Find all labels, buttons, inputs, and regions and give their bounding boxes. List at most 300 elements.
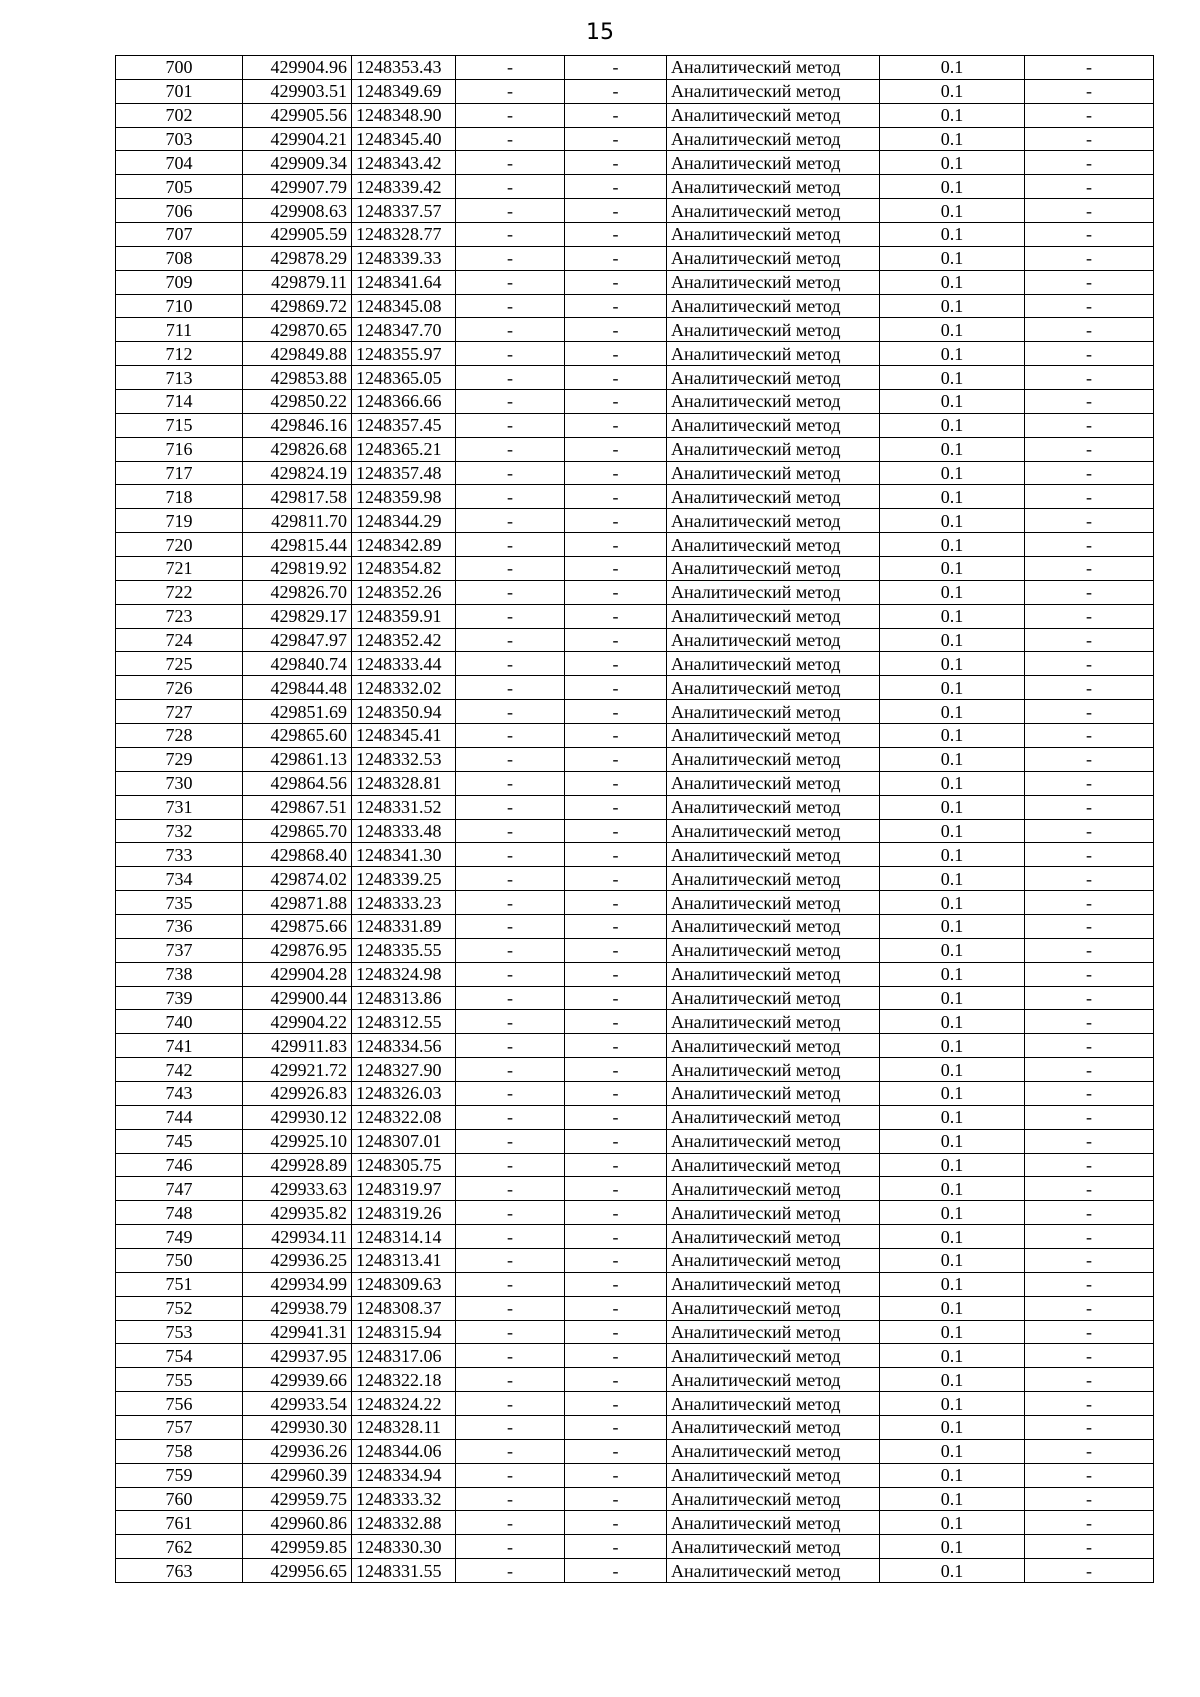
empty-value-cell: - <box>565 1320 667 1344</box>
accuracy-cell: 0.1 <box>880 342 1025 366</box>
empty-value-cell: - <box>565 437 667 461</box>
accuracy-cell: 0.1 <box>880 175 1025 199</box>
table-row <box>116 1463 1154 1487</box>
x-coordinate-cell: 429868.40 <box>243 843 352 867</box>
empty-value-cell: - <box>565 151 667 175</box>
point-number-cell: 760 <box>116 1487 243 1511</box>
empty-value-cell: - <box>565 1487 667 1511</box>
empty-value-cell: - <box>1025 461 1154 485</box>
table-row <box>116 819 1154 843</box>
point-number-cell: 714 <box>116 390 243 414</box>
x-coordinate-cell: 429937.95 <box>243 1344 352 1368</box>
accuracy-cell: 0.1 <box>880 1511 1025 1535</box>
empty-value-cell: - <box>456 342 565 366</box>
y-coordinate-cell: 1248333.44 <box>352 652 456 676</box>
y-coordinate-cell: 1248322.18 <box>352 1368 456 1392</box>
method-cell: Аналитический метод <box>667 390 880 414</box>
x-coordinate-cell: 429907.79 <box>243 175 352 199</box>
x-coordinate-cell: 429826.68 <box>243 437 352 461</box>
table-row <box>116 1535 1154 1559</box>
point-number-cell: 755 <box>116 1368 243 1392</box>
empty-value-cell: - <box>456 1320 565 1344</box>
y-coordinate-cell: 1248352.42 <box>352 628 456 652</box>
method-cell: Аналитический метод <box>667 580 880 604</box>
y-coordinate-cell: 1248339.33 <box>352 246 456 270</box>
empty-value-cell: - <box>1025 819 1154 843</box>
x-coordinate-cell: 429871.88 <box>243 891 352 915</box>
empty-value-cell: - <box>1025 1153 1154 1177</box>
y-coordinate-cell: 1248319.97 <box>352 1177 456 1201</box>
empty-value-cell: - <box>1025 223 1154 247</box>
x-coordinate-cell: 429935.82 <box>243 1201 352 1225</box>
accuracy-cell: 0.1 <box>880 1296 1025 1320</box>
x-coordinate-cell: 429853.88 <box>243 366 352 390</box>
table-row <box>116 318 1154 342</box>
table-row <box>116 962 1154 986</box>
table-row <box>116 557 1154 581</box>
table-row <box>116 1320 1154 1344</box>
empty-value-cell: - <box>1025 843 1154 867</box>
point-number-cell: 723 <box>116 604 243 628</box>
table-row <box>116 1010 1154 1034</box>
point-number-cell: 754 <box>116 1344 243 1368</box>
empty-value-cell: - <box>565 557 667 581</box>
table-row <box>116 1248 1154 1272</box>
empty-value-cell: - <box>565 700 667 724</box>
method-cell: Аналитический метод <box>667 867 880 891</box>
accuracy-cell: 0.1 <box>880 771 1025 795</box>
empty-value-cell: - <box>456 509 565 533</box>
x-coordinate-cell: 429865.60 <box>243 724 352 748</box>
y-coordinate-cell: 1248314.14 <box>352 1225 456 1249</box>
point-number-cell: 709 <box>116 270 243 294</box>
empty-value-cell: - <box>456 986 565 1010</box>
accuracy-cell: 0.1 <box>880 700 1025 724</box>
accuracy-cell: 0.1 <box>880 79 1025 103</box>
point-number-cell: 703 <box>116 127 243 151</box>
y-coordinate-cell: 1248339.25 <box>352 867 456 891</box>
method-cell: Аналитический метод <box>667 151 880 175</box>
empty-value-cell: - <box>456 318 565 342</box>
table-row <box>116 246 1154 270</box>
x-coordinate-cell: 429909.34 <box>243 151 352 175</box>
x-coordinate-cell: 429905.56 <box>243 103 352 127</box>
point-number-cell: 739 <box>116 986 243 1010</box>
empty-value-cell: - <box>565 628 667 652</box>
y-coordinate-cell: 1248331.52 <box>352 795 456 819</box>
table-row <box>116 1034 1154 1058</box>
y-coordinate-cell: 1248365.21 <box>352 437 456 461</box>
empty-value-cell: - <box>456 676 565 700</box>
empty-value-cell: - <box>565 1559 667 1583</box>
method-cell: Аналитический метод <box>667 962 880 986</box>
table-row <box>116 1415 1154 1439</box>
empty-value-cell: - <box>1025 1034 1154 1058</box>
empty-value-cell: - <box>456 103 565 127</box>
method-cell: Аналитический метод <box>667 509 880 533</box>
y-coordinate-cell: 1248305.75 <box>352 1153 456 1177</box>
x-coordinate-cell: 429904.21 <box>243 127 352 151</box>
table-row <box>116 914 1154 938</box>
empty-value-cell: - <box>456 891 565 915</box>
method-cell: Аналитический метод <box>667 1344 880 1368</box>
method-cell: Аналитический метод <box>667 413 880 437</box>
empty-value-cell: - <box>565 1129 667 1153</box>
x-coordinate-cell: 429960.86 <box>243 1511 352 1535</box>
empty-value-cell: - <box>1025 1559 1154 1583</box>
accuracy-cell: 0.1 <box>880 485 1025 509</box>
empty-value-cell: - <box>1025 1201 1154 1225</box>
empty-value-cell: - <box>456 461 565 485</box>
table-row <box>116 390 1154 414</box>
empty-value-cell: - <box>456 1081 565 1105</box>
empty-value-cell: - <box>565 580 667 604</box>
empty-value-cell: - <box>1025 1177 1154 1201</box>
point-number-cell: 746 <box>116 1153 243 1177</box>
x-coordinate-cell: 429930.12 <box>243 1105 352 1129</box>
method-cell: Аналитический метод <box>667 1010 880 1034</box>
accuracy-cell: 0.1 <box>880 843 1025 867</box>
empty-value-cell: - <box>565 294 667 318</box>
y-coordinate-cell: 1248348.90 <box>352 103 456 127</box>
empty-value-cell: - <box>1025 79 1154 103</box>
empty-value-cell: - <box>565 270 667 294</box>
empty-value-cell: - <box>1025 294 1154 318</box>
y-coordinate-cell: 1248357.45 <box>352 413 456 437</box>
accuracy-cell: 0.1 <box>880 1415 1025 1439</box>
accuracy-cell: 0.1 <box>880 1105 1025 1129</box>
empty-value-cell: - <box>456 1010 565 1034</box>
method-cell: Аналитический метод <box>667 1034 880 1058</box>
accuracy-cell: 0.1 <box>880 676 1025 700</box>
empty-value-cell: - <box>456 1296 565 1320</box>
y-coordinate-cell: 1248307.01 <box>352 1129 456 1153</box>
table-body <box>116 56 1154 1583</box>
y-coordinate-cell: 1248333.48 <box>352 819 456 843</box>
table-row <box>116 437 1154 461</box>
accuracy-cell: 0.1 <box>880 151 1025 175</box>
y-coordinate-cell: 1248353.43 <box>352 56 456 80</box>
point-number-cell: 735 <box>116 891 243 915</box>
empty-value-cell: - <box>1025 437 1154 461</box>
accuracy-cell: 0.1 <box>880 318 1025 342</box>
empty-value-cell: - <box>1025 1296 1154 1320</box>
accuracy-cell: 0.1 <box>880 103 1025 127</box>
table-row <box>116 79 1154 103</box>
table-row <box>116 294 1154 318</box>
empty-value-cell: - <box>565 1248 667 1272</box>
empty-value-cell: - <box>456 1225 565 1249</box>
page-number: 15 <box>586 20 614 45</box>
table-row <box>116 1296 1154 1320</box>
method-cell: Аналитический метод <box>667 1058 880 1082</box>
empty-value-cell: - <box>565 1105 667 1129</box>
x-coordinate-cell: 429826.70 <box>243 580 352 604</box>
x-coordinate-cell: 429908.63 <box>243 199 352 223</box>
point-number-cell: 752 <box>116 1296 243 1320</box>
method-cell: Аналитический метод <box>667 127 880 151</box>
empty-value-cell: - <box>456 1129 565 1153</box>
x-coordinate-cell: 429840.74 <box>243 652 352 676</box>
x-coordinate-cell: 429849.88 <box>243 342 352 366</box>
table-row <box>116 1129 1154 1153</box>
table-row <box>116 127 1154 151</box>
y-coordinate-cell: 1248331.89 <box>352 914 456 938</box>
empty-value-cell: - <box>565 1034 667 1058</box>
empty-value-cell: - <box>565 175 667 199</box>
point-number-cell: 710 <box>116 294 243 318</box>
x-coordinate-cell: 429939.66 <box>243 1368 352 1392</box>
empty-value-cell: - <box>1025 1392 1154 1416</box>
method-cell: Аналитический метод <box>667 1487 880 1511</box>
empty-value-cell: - <box>565 1225 667 1249</box>
accuracy-cell: 0.1 <box>880 199 1025 223</box>
empty-value-cell: - <box>1025 676 1154 700</box>
accuracy-cell: 0.1 <box>880 1320 1025 1344</box>
empty-value-cell: - <box>565 366 667 390</box>
point-number-cell: 727 <box>116 700 243 724</box>
empty-value-cell: - <box>456 557 565 581</box>
empty-value-cell: - <box>456 390 565 414</box>
x-coordinate-cell: 429936.26 <box>243 1439 352 1463</box>
table-row <box>116 413 1154 437</box>
empty-value-cell: - <box>565 1177 667 1201</box>
method-cell: Аналитический метод <box>667 1439 880 1463</box>
y-coordinate-cell: 1248334.94 <box>352 1463 456 1487</box>
y-coordinate-cell: 1248352.26 <box>352 580 456 604</box>
point-number-cell: 722 <box>116 580 243 604</box>
empty-value-cell: - <box>565 1296 667 1320</box>
accuracy-cell: 0.1 <box>880 223 1025 247</box>
table-row <box>116 1511 1154 1535</box>
method-cell: Аналитический метод <box>667 1320 880 1344</box>
accuracy-cell: 0.1 <box>880 366 1025 390</box>
x-coordinate-cell: 429905.59 <box>243 223 352 247</box>
empty-value-cell: - <box>456 175 565 199</box>
table-row <box>116 366 1154 390</box>
x-coordinate-cell: 429847.97 <box>243 628 352 652</box>
method-cell: Аналитический метод <box>667 1559 880 1583</box>
y-coordinate-cell: 1248328.11 <box>352 1415 456 1439</box>
table-row <box>116 676 1154 700</box>
y-coordinate-cell: 1248309.63 <box>352 1272 456 1296</box>
method-cell: Аналитический метод <box>667 270 880 294</box>
empty-value-cell: - <box>1025 342 1154 366</box>
table-row <box>116 1081 1154 1105</box>
empty-value-cell: - <box>565 771 667 795</box>
accuracy-cell: 0.1 <box>880 1153 1025 1177</box>
point-number-cell: 742 <box>116 1058 243 1082</box>
x-coordinate-cell: 429926.83 <box>243 1081 352 1105</box>
table-row <box>116 485 1154 509</box>
empty-value-cell: - <box>456 1034 565 1058</box>
table-row <box>116 461 1154 485</box>
method-cell: Аналитический метод <box>667 938 880 962</box>
method-cell: Аналитический метод <box>667 819 880 843</box>
table-row <box>116 700 1154 724</box>
point-number-cell: 728 <box>116 724 243 748</box>
point-number-cell: 715 <box>116 413 243 437</box>
empty-value-cell: - <box>456 1105 565 1129</box>
table-row <box>116 1559 1154 1583</box>
empty-value-cell: - <box>1025 914 1154 938</box>
empty-value-cell: - <box>456 1439 565 1463</box>
point-number-cell: 711 <box>116 318 243 342</box>
empty-value-cell: - <box>1025 1511 1154 1535</box>
point-number-cell: 737 <box>116 938 243 962</box>
method-cell: Аналитический метод <box>667 1511 880 1535</box>
method-cell: Аналитический метод <box>667 1201 880 1225</box>
x-coordinate-cell: 429904.28 <box>243 962 352 986</box>
accuracy-cell: 0.1 <box>880 1081 1025 1105</box>
x-coordinate-cell: 429815.44 <box>243 533 352 557</box>
method-cell: Аналитический метод <box>667 557 880 581</box>
empty-value-cell: - <box>565 1392 667 1416</box>
table-row <box>116 199 1154 223</box>
table-row <box>116 1201 1154 1225</box>
x-coordinate-cell: 429878.29 <box>243 246 352 270</box>
x-coordinate-cell: 429864.56 <box>243 771 352 795</box>
empty-value-cell: - <box>1025 1248 1154 1272</box>
point-number-cell: 758 <box>116 1439 243 1463</box>
empty-value-cell: - <box>456 747 565 771</box>
point-number-cell: 729 <box>116 747 243 771</box>
accuracy-cell: 0.1 <box>880 1177 1025 1201</box>
accuracy-cell: 0.1 <box>880 1225 1025 1249</box>
empty-value-cell: - <box>565 914 667 938</box>
y-coordinate-cell: 1248319.26 <box>352 1201 456 1225</box>
empty-value-cell: - <box>565 724 667 748</box>
method-cell: Аналитический метод <box>667 1129 880 1153</box>
empty-value-cell: - <box>456 938 565 962</box>
empty-value-cell: - <box>565 103 667 127</box>
empty-value-cell: - <box>1025 628 1154 652</box>
empty-value-cell: - <box>1025 1058 1154 1082</box>
empty-value-cell: - <box>456 1248 565 1272</box>
empty-value-cell: - <box>456 533 565 557</box>
table-row <box>116 843 1154 867</box>
point-number-cell: 734 <box>116 867 243 891</box>
empty-value-cell: - <box>456 127 565 151</box>
method-cell: Аналитический метод <box>667 652 880 676</box>
point-number-cell: 749 <box>116 1225 243 1249</box>
empty-value-cell: - <box>456 151 565 175</box>
point-number-cell: 748 <box>116 1201 243 1225</box>
empty-value-cell: - <box>1025 485 1154 509</box>
accuracy-cell: 0.1 <box>880 1344 1025 1368</box>
accuracy-cell: 0.1 <box>880 1010 1025 1034</box>
empty-value-cell: - <box>456 246 565 270</box>
empty-value-cell: - <box>1025 1439 1154 1463</box>
method-cell: Аналитический метод <box>667 1463 880 1487</box>
accuracy-cell: 0.1 <box>880 724 1025 748</box>
method-cell: Аналитический метод <box>667 318 880 342</box>
x-coordinate-cell: 429928.89 <box>243 1153 352 1177</box>
table-row <box>116 938 1154 962</box>
empty-value-cell: - <box>1025 318 1154 342</box>
table-row <box>116 891 1154 915</box>
empty-value-cell: - <box>1025 56 1154 80</box>
y-coordinate-cell: 1248308.37 <box>352 1296 456 1320</box>
y-coordinate-cell: 1248345.40 <box>352 127 456 151</box>
accuracy-cell: 0.1 <box>880 1487 1025 1511</box>
empty-value-cell: - <box>565 1368 667 1392</box>
x-coordinate-cell: 429934.11 <box>243 1225 352 1249</box>
point-number-cell: 759 <box>116 1463 243 1487</box>
y-coordinate-cell: 1248328.81 <box>352 771 456 795</box>
empty-value-cell: - <box>456 628 565 652</box>
x-coordinate-cell: 429867.51 <box>243 795 352 819</box>
empty-value-cell: - <box>1025 533 1154 557</box>
empty-value-cell: - <box>565 533 667 557</box>
empty-value-cell: - <box>1025 867 1154 891</box>
method-cell: Аналитический метод <box>667 246 880 270</box>
table-row <box>116 652 1154 676</box>
empty-value-cell: - <box>565 604 667 628</box>
y-coordinate-cell: 1248313.41 <box>352 1248 456 1272</box>
point-number-cell: 720 <box>116 533 243 557</box>
empty-value-cell: - <box>565 461 667 485</box>
empty-value-cell: - <box>456 79 565 103</box>
x-coordinate-cell: 429911.83 <box>243 1034 352 1058</box>
empty-value-cell: - <box>1025 103 1154 127</box>
accuracy-cell: 0.1 <box>880 294 1025 318</box>
empty-value-cell: - <box>1025 604 1154 628</box>
y-coordinate-cell: 1248337.57 <box>352 199 456 223</box>
empty-value-cell: - <box>456 1463 565 1487</box>
empty-value-cell: - <box>456 413 565 437</box>
empty-value-cell: - <box>456 1535 565 1559</box>
method-cell: Аналитический метод <box>667 342 880 366</box>
accuracy-cell: 0.1 <box>880 390 1025 414</box>
x-coordinate-cell: 429925.10 <box>243 1129 352 1153</box>
x-coordinate-cell: 429879.11 <box>243 270 352 294</box>
empty-value-cell: - <box>565 1081 667 1105</box>
empty-value-cell: - <box>456 1272 565 1296</box>
point-number-cell: 756 <box>116 1392 243 1416</box>
method-cell: Аналитический метод <box>667 103 880 127</box>
accuracy-cell: 0.1 <box>880 914 1025 938</box>
empty-value-cell: - <box>565 1058 667 1082</box>
empty-value-cell: - <box>565 819 667 843</box>
accuracy-cell: 0.1 <box>880 1129 1025 1153</box>
y-coordinate-cell: 1248344.06 <box>352 1439 456 1463</box>
empty-value-cell: - <box>1025 771 1154 795</box>
table-row <box>116 509 1154 533</box>
method-cell: Аналитический метод <box>667 700 880 724</box>
accuracy-cell: 0.1 <box>880 246 1025 270</box>
accuracy-cell: 0.1 <box>880 1439 1025 1463</box>
point-number-cell: 743 <box>116 1081 243 1105</box>
y-coordinate-cell: 1248359.98 <box>352 485 456 509</box>
point-number-cell: 744 <box>116 1105 243 1129</box>
empty-value-cell: - <box>456 819 565 843</box>
x-coordinate-cell: 429938.79 <box>243 1296 352 1320</box>
method-cell: Аналитический метод <box>667 56 880 80</box>
empty-value-cell: - <box>1025 1129 1154 1153</box>
accuracy-cell: 0.1 <box>880 56 1025 80</box>
empty-value-cell: - <box>1025 795 1154 819</box>
empty-value-cell: - <box>456 914 565 938</box>
empty-value-cell: - <box>565 509 667 533</box>
point-number-cell: 708 <box>116 246 243 270</box>
x-coordinate-cell: 429824.19 <box>243 461 352 485</box>
empty-value-cell: - <box>565 1272 667 1296</box>
table-row <box>116 533 1154 557</box>
y-coordinate-cell: 1248332.02 <box>352 676 456 700</box>
y-coordinate-cell: 1248331.55 <box>352 1559 456 1583</box>
x-coordinate-cell: 429956.65 <box>243 1559 352 1583</box>
